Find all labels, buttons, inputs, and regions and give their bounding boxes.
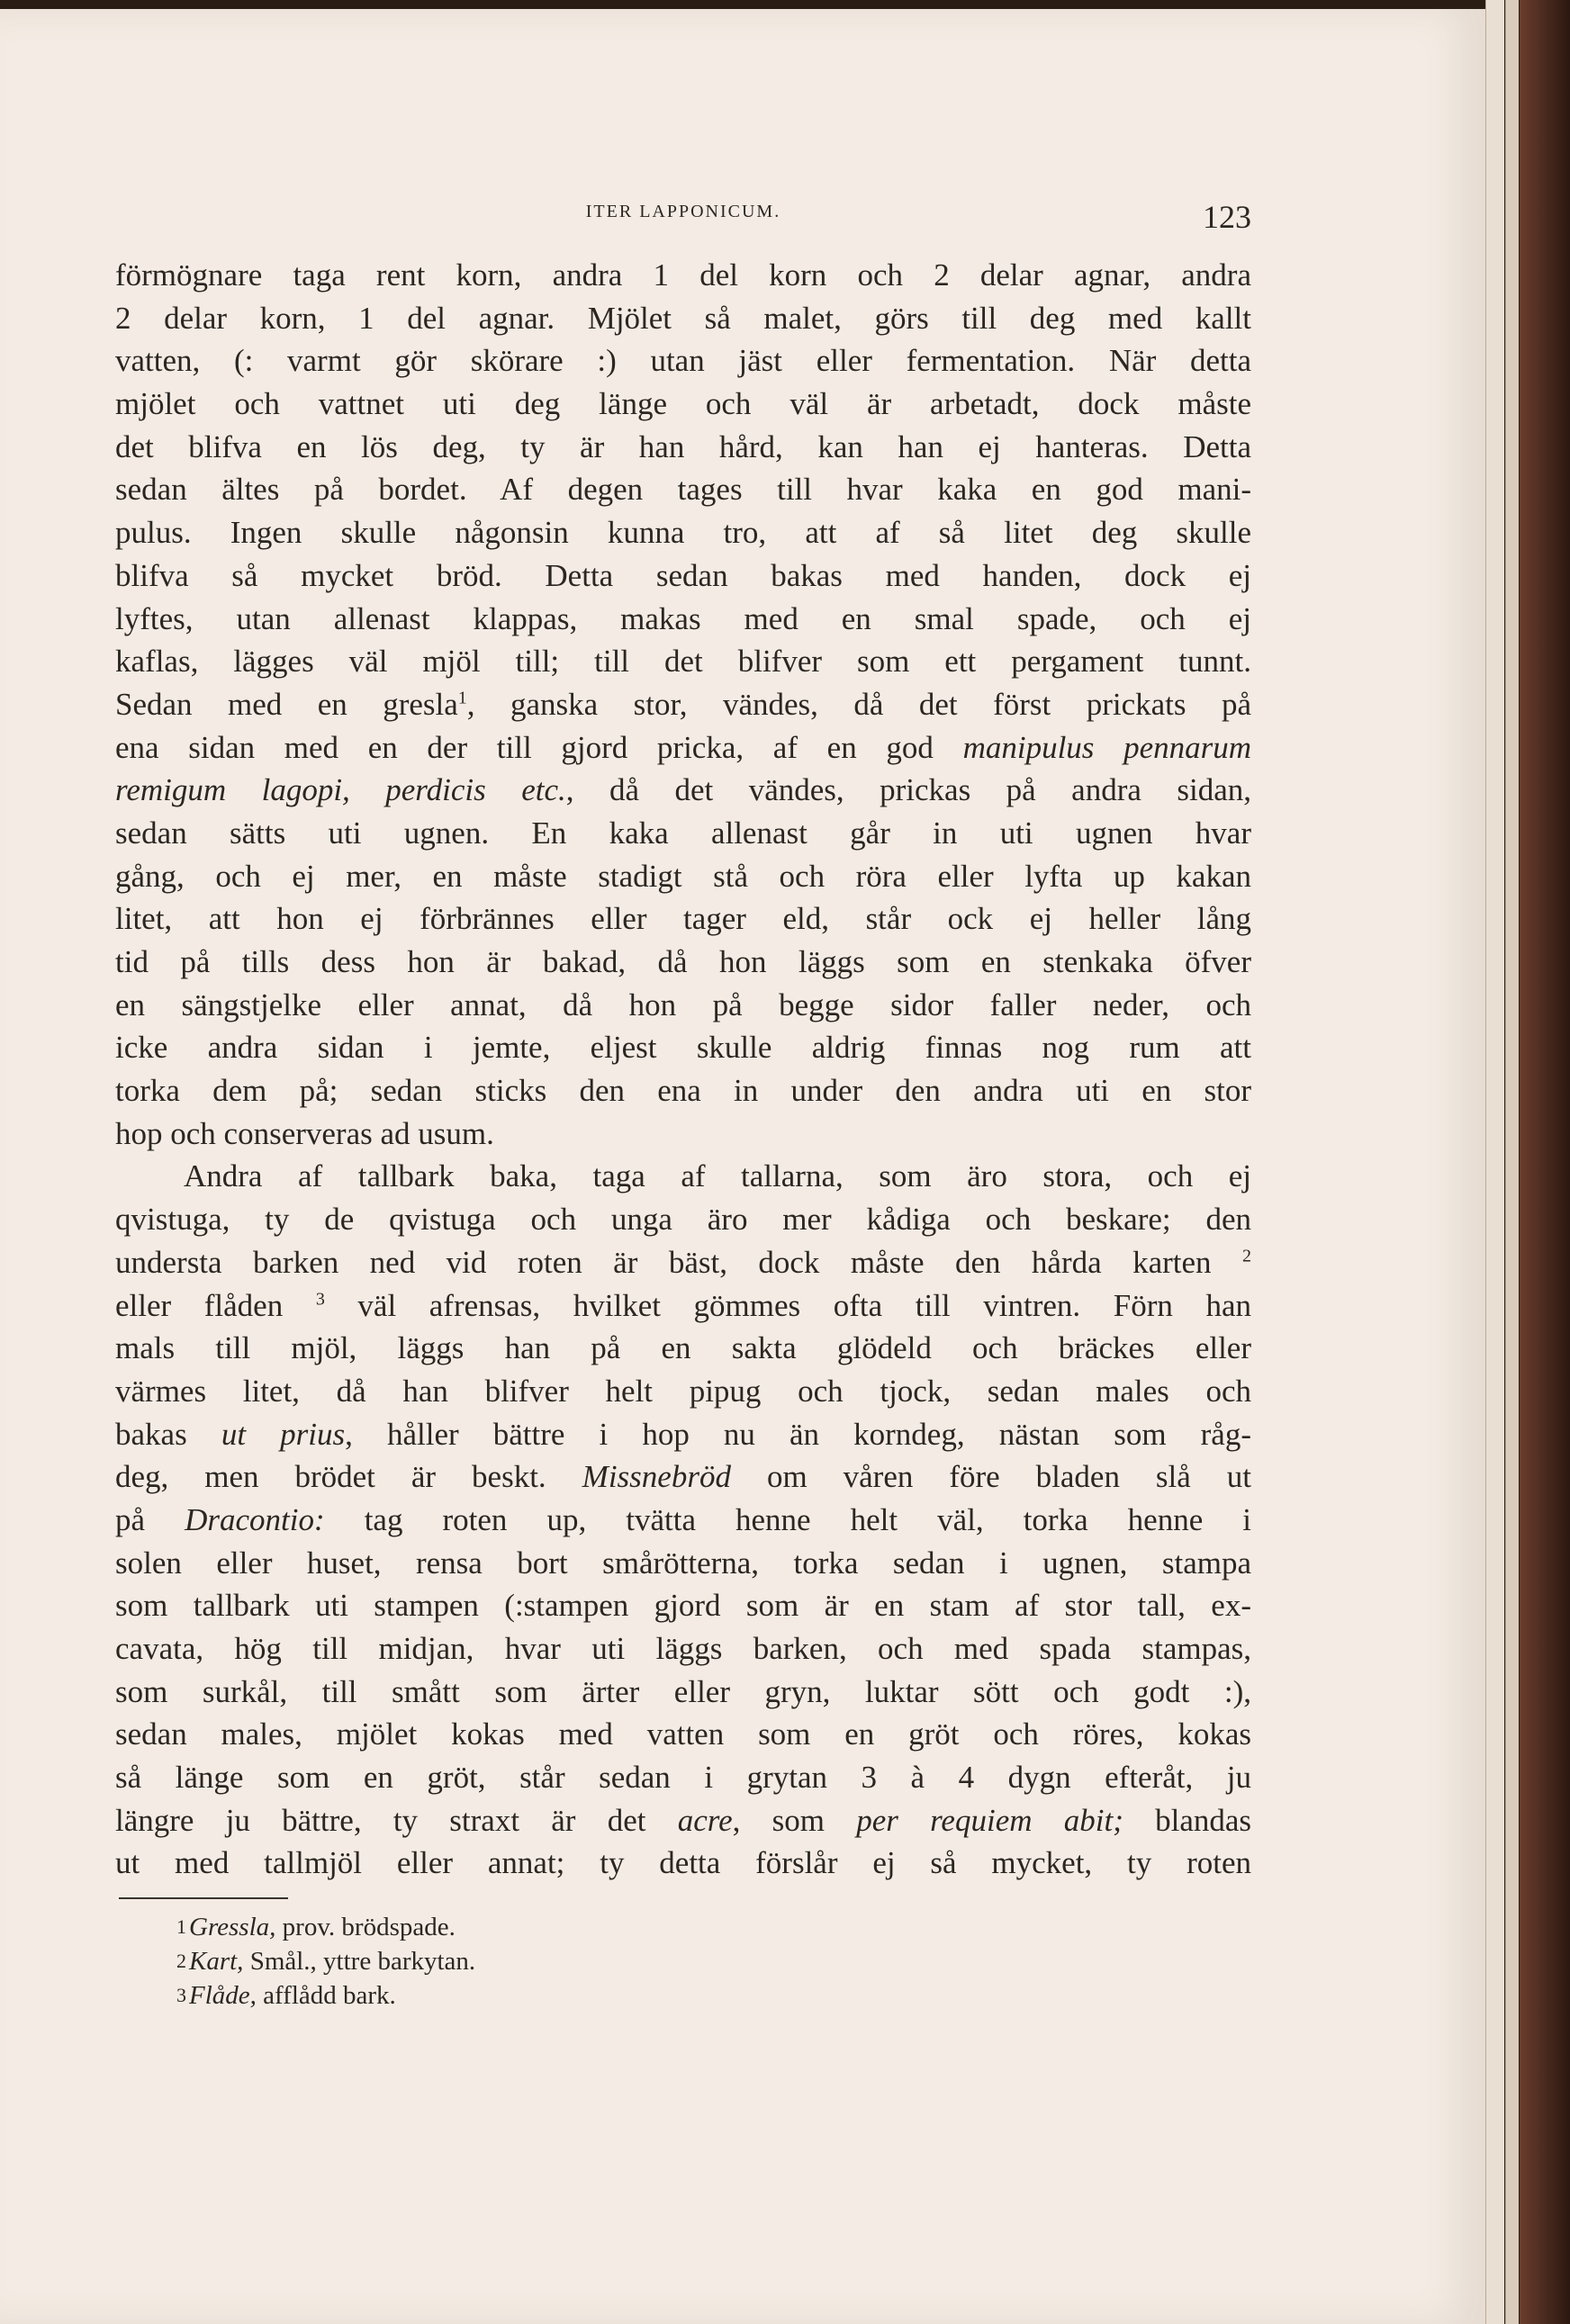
text-line: pulus. Ingen skulle någonsin kunna tro, att af så litet deg skulle	[115, 515, 1251, 551]
text-fragment: eller flåden	[115, 1287, 284, 1323]
footnote	[176, 1944, 909, 1978]
footnote-term: Gressla,	[189, 1913, 276, 1941]
italic-text: per requiem abit;	[856, 1802, 1123, 1838]
italic-text: ut prius	[221, 1416, 346, 1452]
book-spine	[1520, 0, 1570, 2324]
text-line	[115, 726, 1251, 770]
text-line	[115, 1241, 1251, 1284]
text-line: värmes litet, då han blifver helt pipug och tjock, sedan males och	[115, 1373, 1251, 1409]
text-line: hop och conserveras ad usum.	[115, 1115, 494, 1151]
text-line: förmögnare taga rent korn, andra 1 del korn och 2 delar agnar, andra	[115, 257, 1251, 293]
text-line	[115, 1499, 1251, 1542]
running-title: ITER LAPPONICUM.	[585, 202, 781, 221]
text-fragment: , då det vändes, prickas på andra sidan,	[565, 772, 1251, 808]
text-fragment: , håller bättre i hop nu än korndeg, nästan som råg-	[345, 1416, 1251, 1452]
page-edges	[1485, 0, 1504, 2324]
text-line: litet, att hon ej förbrännes eller tager eld, står ock ej heller lång	[115, 901, 1251, 937]
text-line: icke andra sidan i jemte, eljest skulle aldrig finnas nog rum att	[115, 1030, 1251, 1066]
page-number: 123	[1203, 199, 1251, 235]
footnotes	[176, 1910, 909, 2013]
text-line: kaflas, lägges väl mjöl till; till det blifver som ett pergament tunnt.	[115, 644, 1251, 680]
text-fragment: tag roten up, tvätta henne helt väl, torka henne i	[364, 1501, 1252, 1537]
text-fragment: understa barken ned vid roten är bäst, dock måste den hårda karten	[115, 1244, 1212, 1280]
text-line: tid på tills dess hon är bakad, då hon läggs som en stenkaka öfver	[115, 944, 1251, 979]
text-line: solen eller huset, rensa bort smårötterna, torka sedan i ugnen, stampa	[115, 1545, 1251, 1581]
footnote-rule	[119, 1897, 288, 1899]
page-edges-back	[1505, 0, 1519, 2324]
italic-text: manipulus pennarum	[962, 729, 1252, 765]
text-fragment: om våren före bladen slå ut	[766, 1459, 1252, 1495]
text-fragment: , som	[732, 1802, 825, 1838]
text-line: sedan sätts uti ugnen. En kaka allenast går in uti ugnen hvar	[115, 815, 1251, 851]
text-line: Andra af tallbark baka, taga af tallarna, som äro stora, och ej	[184, 1158, 1251, 1194]
text-line: sedan males, mjölet kokas med vatten som en gröt och röres, kokas	[115, 1716, 1251, 1752]
footnote-number: 2	[176, 1950, 186, 1972]
footnote-ref: 1	[457, 688, 467, 708]
text-fragment: på	[115, 1501, 146, 1537]
text-fragment: blandas	[1155, 1802, 1252, 1838]
text-line: lyftes, utan allenast klappas, makas med en smal spade, och ej	[115, 600, 1251, 636]
text-line	[115, 1284, 1251, 1328]
italic-text: Missnebröd	[582, 1459, 731, 1495]
text-fragment: längre ju bättre, ty straxt är det	[115, 1802, 646, 1838]
footnote-text: Smål., yttre barkytan.	[249, 1947, 476, 1976]
footnote-text: prov. brödspade.	[282, 1913, 456, 1941]
text-line: 2 delar korn, 1 del agnar. Mjölet så malet, görs till deg med kallt	[115, 300, 1251, 336]
text-line: gång, och ej mer, en måste stadigt stå och röra eller lyfta up kakan	[115, 858, 1251, 894]
text-fragment: bakas	[115, 1416, 187, 1452]
footnote-number: 3	[176, 1984, 186, 2006]
italic-text: remigum lagopi, perdicis etc.	[115, 772, 566, 808]
footnote-number: 1	[176, 1915, 186, 1938]
text-line: mjölet och vattnet uti deg länge och väl är arbetadt, dock måste	[115, 386, 1251, 422]
footnote-term: Flåde,	[189, 1981, 257, 2010]
text-line: cavata, hög till midjan, hvar uti läggs barken, och med spada stampas,	[115, 1631, 1251, 1666]
text-line: mals till mjöl, läggs han på en sakta glödeld och bräckes eller	[115, 1330, 1251, 1366]
footnote-ref: 3	[315, 1288, 325, 1309]
footnote-term: Kart,	[189, 1947, 244, 1976]
text-fragment: ena sidan med en der till gjord pricka, af en god	[115, 729, 934, 765]
text-line: så länge som en gröt, står sedan i grytan 3 à 4 dygn efteråt, ju	[115, 1760, 1251, 1796]
italic-text: acre	[677, 1802, 733, 1838]
text-fragment: väl afrensas, hvilket gömmes ofta till vintren. Förn han	[357, 1287, 1251, 1323]
running-head	[115, 198, 1251, 234]
text-fragment: , ganska stor, vändes, då det först prickats på	[466, 686, 1251, 722]
text-line: ut med tallmjöl eller annat; ty detta förslår ej så mycket, ty roten	[115, 1845, 1251, 1881]
footnote	[176, 1978, 909, 2013]
text-line	[115, 1455, 1251, 1499]
body-text	[115, 254, 1251, 1885]
text-line	[115, 683, 1251, 726]
text-line: en sängstjelke eller annat, då hon på begge sidor faller neder, och	[115, 986, 1251, 1022]
text-line	[115, 1799, 1251, 1842]
text-line	[115, 769, 1251, 812]
text-line: som tallbark uti stampen (:stampen gjord som är en stam af stor tall, ex-	[115, 1588, 1251, 1624]
footnote	[176, 1910, 909, 1944]
text-line: torka dem på; sedan sticks den ena in under den andra uti en stor	[115, 1073, 1251, 1109]
text-line: blifva så mycket bröd. Detta sedan bakas med handen, dock ej	[115, 557, 1251, 593]
text-line: sedan ältes på bordet. Af degen tages till hvar kaka en god mani-	[115, 472, 1251, 508]
text-line: det blifva en lös deg, ty är han hård, kan han ej hanteras. Detta	[115, 428, 1251, 464]
text-line: vatten, (: varmt gör skörare :) utan jäst eller fermentation. När detta	[115, 343, 1251, 379]
text-line	[115, 1413, 1251, 1456]
text-line: som surkål, till smått som ärter eller gryn, luktar sött och godt :),	[115, 1673, 1251, 1709]
footnote-ref: 2	[1242, 1246, 1252, 1266]
text-line: qvistuga, ty de qvistuga och unga äro mer kådiga och beskare; den	[115, 1202, 1251, 1238]
italic-text: Dracontio:	[185, 1501, 325, 1537]
footnote-text: afflådd bark.	[263, 1981, 396, 2010]
text-fragment: deg, men brödet är beskt.	[115, 1459, 546, 1495]
text-fragment: Sedan med en gresla	[115, 686, 458, 722]
